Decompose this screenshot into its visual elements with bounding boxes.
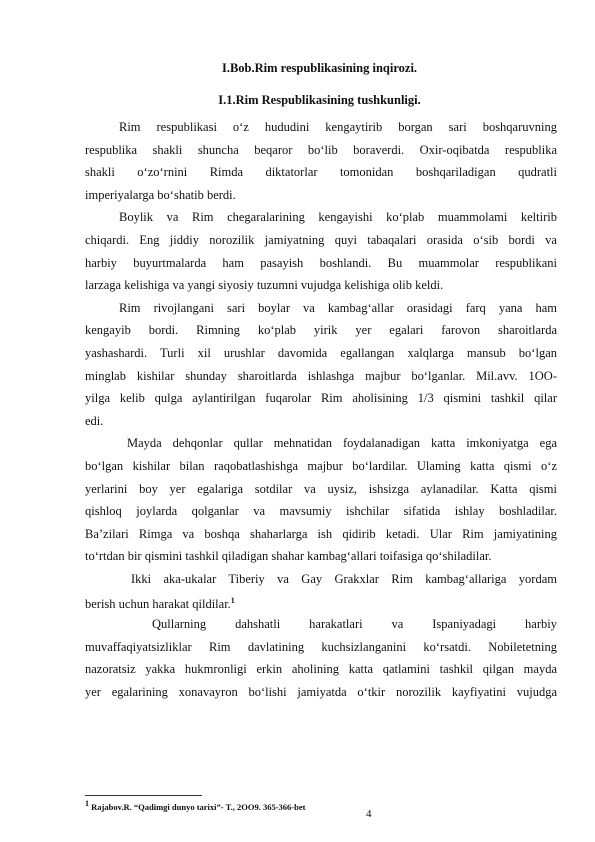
footnote-divider (85, 795, 202, 796)
text-line: minglab kishilar shunday sharoitlarda ishlashga majbur bo‘lganlar. Mil.avv. 1OO- (85, 368, 557, 383)
text-line: muvaffaqiyatsizliklar Rim davlatining kuchsizlanganini ko‘rsatdi. Nobiletetning (85, 639, 557, 654)
text-line: larzaga kelishiga va yangi siyosiy tuzumni vujudga kelishiga olib keldi. (85, 278, 444, 293)
text-line: shakli o‘zo‘rnini Rimda diktatorlar tomonidan boshqariladigan qudratli (85, 165, 557, 180)
chapter-heading: I.Bob.Rim respublikasining inqirozi. (221, 61, 418, 75)
text-line: Ikki aka-ukalar Tiberiy va Gay Grakxlar Rim kambag‘allariga yordam (131, 571, 557, 586)
paragraph (85, 568, 557, 613)
text-line-with-footnote (85, 590, 557, 613)
footnote (85, 799, 305, 812)
text-line: Rim rivojlangani sari boylar va kambag‘allar orasidagi farq yana ham (119, 300, 557, 315)
text-line: yashashardi. Turli xil urushlar davomida egallangan xalqlarga mansub bo‘lgan (85, 345, 557, 360)
text-line: imperiyalarga bo‘shatib berdi. (85, 187, 236, 202)
text-line: edi. (85, 413, 104, 428)
text-line: Boylik va Rim chegaralarining kengayishi ko‘plab muammolami keltirib (119, 210, 557, 225)
text-line: yilga kelib qulga aylantirilgan fuqarolar Rim aholisining 1/3 qismini tashkil qilar (85, 391, 557, 406)
paragraph (85, 297, 557, 433)
paragraph (85, 206, 557, 296)
footnote-text: Rajabov.R. “Qadimgi dunyo tarixi”- T., 2OO9. 365-366-bet (91, 801, 306, 812)
text-line: berish uchun harakat qildilar. (85, 597, 231, 612)
text-line: bo‘lgan kishilar bilan raqobatlashishga majbur bo‘lardilar. Ulaming katta qismi o‘z (85, 458, 557, 473)
footnote-marker[interactable]: 1 (230, 596, 235, 606)
paragraph (85, 116, 557, 206)
text-line: to‘rtdan bir qismini tashkil qiladigan shahar kambag‘allari toifasiga qo‘shiladilar. (85, 549, 492, 564)
text-line: Qullarning dahshatli harakatlari va Ispaniyadagi harbiy (152, 617, 557, 632)
section-heading: I.1.Rim Respublikasining tushkunligi. (218, 93, 421, 107)
text-line: yer egalarining xonavayron bo‘lishi jamiyatda o‘tkir norozilik kayfiyatini vujudga (85, 684, 557, 699)
text-line: chiqardi. Eng jiddiy norozilik jamiyatning quyi tabaqalari orasida o‘sib bordi va (85, 232, 557, 247)
text-line: qishloq joylarda qolganlar va mavsumiy ishchilar sifatida ishlay boshladilar. (85, 504, 557, 519)
footnote-number: 1 (85, 799, 89, 808)
text-line: Ba’zilari Rimga va boshqa shaharlarga ish qidirib ketadi. Ular Rim jamiyatining (85, 526, 557, 541)
page-number: 4 (366, 808, 372, 820)
text-line: harbiy buyurtmalarda ham pasayish boshlandi. Bu muammolar respublikani (85, 255, 557, 270)
text-line: Mayda dehqonlar qullar mehnatidan foydalanadigan katta imkoniyatga ega (127, 436, 557, 451)
text-line: kengayib bordi. Rimning ko‘plab yirik yer egalari farovon sharoitlarda (85, 323, 557, 338)
body-text (85, 116, 557, 703)
paragraph (85, 613, 557, 703)
text-line: Rim respublikasi o‘z hududini kengaytirib borgan sari boshqaruvning (119, 120, 557, 134)
text-line: yerlarini boy yer egalariga sotdilar va uysiz, ishsizga aylanadilar. Katta qismi (85, 481, 557, 496)
text-line: respublika shakli shuncha beqaror bo‘lib boraverdi. Oxir-oqibatda respublika (85, 142, 557, 157)
paragraph (85, 432, 557, 568)
text-line: nazoratsiz yakka hukmronligi erkin aholining katta qatlamini tashkil qilgan mayda (85, 662, 557, 677)
